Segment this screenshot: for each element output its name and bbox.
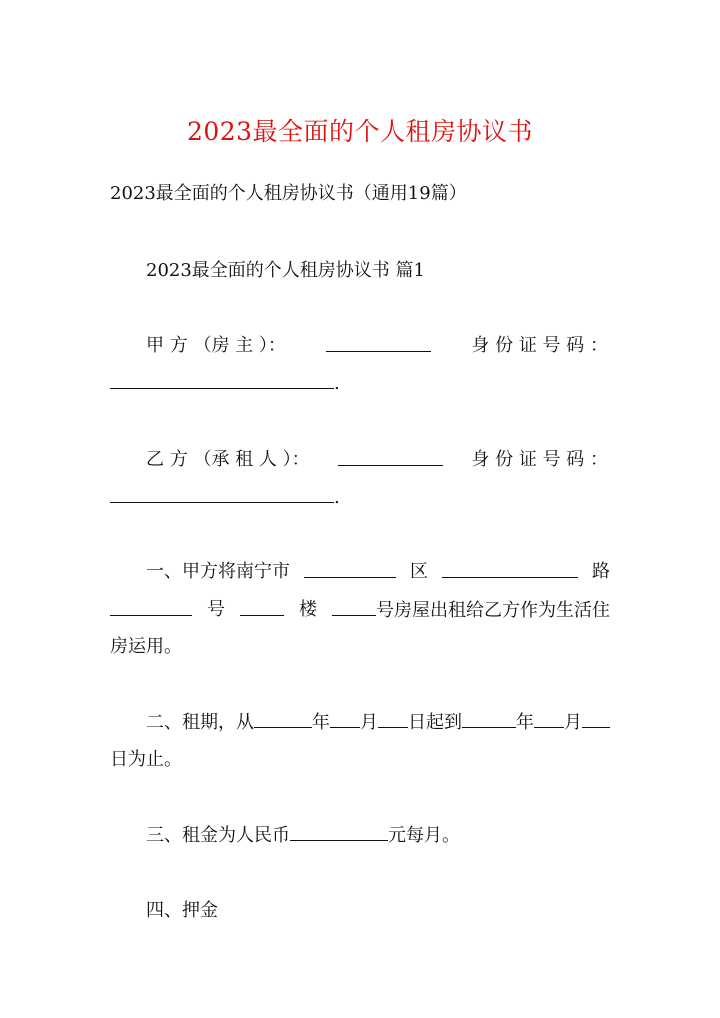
chapter-heading: 2023最全面的个人租房协议书 篇1 (146, 260, 425, 281)
clause1-room-blank (332, 597, 376, 616)
clause1-district-blank (442, 559, 578, 578)
party-a-id-line (110, 370, 340, 397)
party-a-label: 甲 方 （房 主 ）： (146, 335, 286, 356)
clause4-line: 四、押金 (146, 900, 218, 921)
clause1-road-blank (110, 597, 192, 616)
clause2-intro: 二、租期，从 (146, 712, 254, 733)
clause3-intro: 三、租金为人民币 (146, 825, 290, 846)
clause1-line2 (110, 597, 610, 624)
clause1-district: 区 (410, 561, 428, 582)
clause2-year1-blank (254, 709, 312, 728)
clause3-amount-blank (290, 822, 388, 841)
clause2-year2: 年 (516, 712, 534, 733)
party-a-id-blank (110, 370, 334, 389)
clause1-number: 号 (207, 599, 225, 620)
clause3-tail: 元每月。 (388, 825, 460, 846)
clause2-line2: 日为止。 (110, 749, 182, 770)
clause2-month1-blank (330, 709, 360, 728)
clause2-month2-blank (534, 709, 564, 728)
clause1-number-blank (240, 597, 284, 616)
clause3-line (146, 822, 460, 849)
clause2-month1: 月 (360, 712, 378, 733)
party-b-id-blank (110, 484, 334, 503)
party-b-id-label: 身 份 证 号 码 ： (471, 449, 608, 470)
clause1-room-text: 号房屋出租给乙方作为生活住 (376, 600, 610, 621)
clause1-intro: 一、甲方将南宁市 (146, 561, 290, 582)
clause2-year1: 年 (312, 712, 330, 733)
clause2-line1 (146, 709, 610, 736)
clause1-room-group (332, 597, 610, 624)
party-b-id-line (110, 484, 340, 511)
clause1-line3: 房运用。 (110, 636, 182, 657)
document-subtitle: 2023最全面的个人租房协议书（通用19篇） (110, 183, 467, 204)
clause2-day1: 日起到 (408, 712, 462, 733)
party-a-name-blank (326, 333, 431, 352)
party-a-end: . (334, 373, 340, 394)
party-b-label: 乙 方 （承 租 人 ）： (146, 449, 310, 470)
clause1-road: 路 (592, 561, 610, 582)
party-b-end: . (334, 487, 340, 508)
clause2-year2-blank (462, 709, 516, 728)
party-b-line (146, 447, 608, 473)
party-b-name-blank (338, 447, 443, 466)
clause2-day1-blank (378, 709, 408, 728)
clause2-month2: 月 (564, 712, 582, 733)
clause1-line1 (146, 559, 610, 585)
clause1-building: 楼 (299, 599, 317, 620)
clause1-city-blank (304, 559, 396, 578)
party-a-line (146, 333, 608, 359)
party-a-id-label: 身 份 证 号 码 ： (471, 335, 608, 356)
document-title: 2023最全面的个人租房协议书 (186, 117, 534, 146)
clause2-day2-blank (582, 709, 610, 728)
